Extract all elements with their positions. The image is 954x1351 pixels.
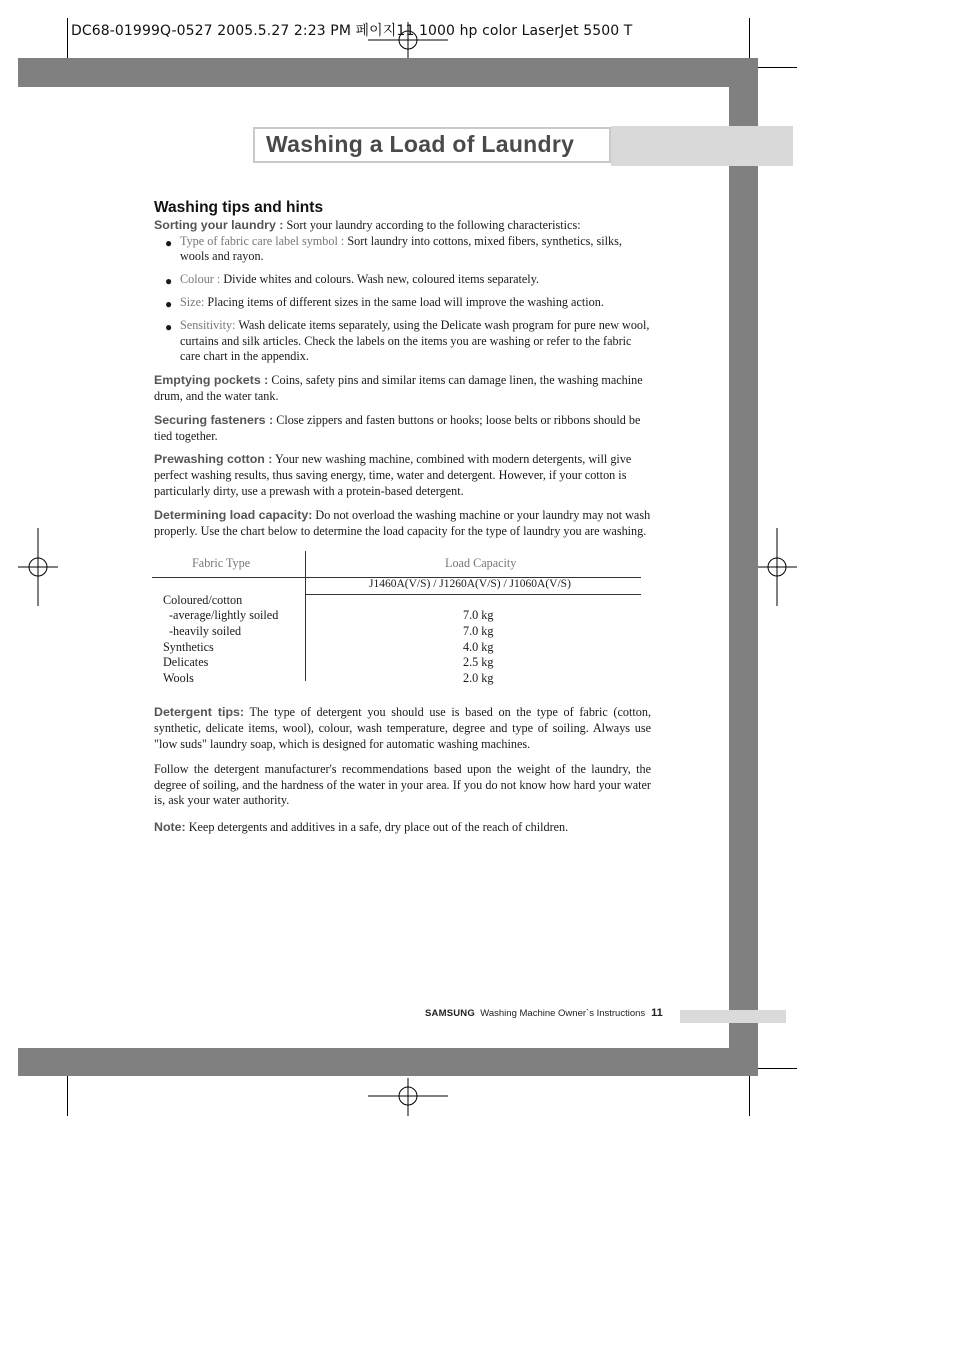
crop-mark — [67, 1076, 68, 1116]
emptying-paragraph — [154, 373, 651, 405]
table-row-fabric: -average/lightly soiled — [169, 608, 279, 623]
bullet-icon: ● — [165, 235, 173, 250]
table-rule — [305, 594, 641, 595]
table-row-fabric: Wools — [163, 671, 194, 686]
detergent-text: The type of detergent you should use is based on the type of fabric (cotton, synthetic, delicate items, wool), colour, wash temperature, degree and type of soiling. Always use "low suds" laundry soap, which is designed for automatic washing machines. — [154, 705, 651, 751]
table-row-fabric: -heavily soiled — [169, 624, 242, 639]
page-number: 11 — [651, 1007, 663, 1019]
note-text: Keep detergents and additives in a safe, dry place out of the reach of children. — [185, 820, 569, 835]
bullet-icon: ● — [165, 274, 173, 289]
footer-brand: SAMSUNG — [425, 1008, 475, 1019]
table-header-load: Load Capacity — [445, 556, 517, 571]
footer-bar — [680, 1010, 786, 1023]
table-row-load: 7.0 kg — [463, 608, 494, 623]
securing-label: Securing fasteners : — [154, 412, 274, 427]
title-tail-bar — [611, 126, 793, 166]
table-header-fabric: Fabric Type — [192, 556, 251, 571]
sorting-list — [154, 234, 651, 366]
prewashing-paragraph — [154, 452, 651, 499]
crop-mark — [757, 67, 797, 68]
top-band — [18, 58, 758, 87]
note-paragraph — [154, 820, 651, 836]
table-divider-vertical — [305, 551, 306, 681]
page-footer — [425, 1007, 663, 1019]
table-row-fabric: Synthetics — [163, 640, 214, 655]
table-row-load: 4.0 kg — [463, 640, 494, 655]
bullet-icon: ● — [165, 296, 173, 311]
capacity-text: Do not overload the washing machine or your laundry may not wash properly. Use the chart below to determine the load capacity for the type of laundry you are washing. — [154, 507, 651, 538]
sorting-paragraph — [154, 218, 651, 234]
bullet-term: Sensitivity: — [180, 317, 236, 332]
crop-mark — [757, 1068, 797, 1069]
section-title: Washing tips and hints — [154, 199, 324, 216]
main-content — [154, 200, 651, 836]
bottom-band — [18, 1048, 758, 1076]
print-header: DC68-01999Q-0527 2005.5.27 2:23 PM 페이지11 1000 hp color LaserJet 5500 T — [71, 23, 633, 39]
page-title: Washing a Load of Laundry — [266, 131, 575, 157]
prewashing-label: Prewashing cotton : — [154, 452, 273, 467]
detergent-label: Detergent tips: — [154, 705, 245, 720]
table-row-load: 2.0 kg — [463, 671, 494, 686]
table-rule — [152, 577, 305, 578]
securing-paragraph — [154, 413, 651, 445]
detergent-paragraph — [154, 705, 651, 752]
table-row-load: 2.5 kg — [463, 655, 494, 670]
bullet-term: Size: — [180, 294, 205, 309]
registration-mark-bottom — [368, 1078, 448, 1116]
prewashing-text: Your new washing machine, combined with modern detergents, will give perfect washing results, thus saving energy, time, water and detergent. However, if your cotton is particularly dirty, use a prewash with a protein-based detergent. — [154, 452, 632, 498]
list-item — [154, 318, 651, 365]
capacity-label: Determining load capacity: — [154, 507, 313, 522]
bullet-term: Colour : — [180, 272, 221, 287]
capacity-paragraph — [154, 508, 651, 540]
note-label: Note: — [154, 820, 186, 835]
right-band — [729, 58, 758, 1076]
securing-text: Close zippers and fasten buttons or hooks; loose belts or ribbons should be tied together. — [154, 412, 641, 443]
list-item — [154, 234, 651, 266]
load-capacity-table — [152, 551, 649, 697]
bullet-text: Sort laundry into cottons, mixed fibers, synthetics, silks, wools and rayon. — [180, 233, 622, 264]
bullet-icon: ● — [165, 319, 173, 334]
list-item — [154, 295, 651, 311]
sorting-text: Sort your laundry according to the following characteristics: — [283, 217, 581, 232]
table-models: J1460A(V/S) / J1260A(V/S) / J1060A(V/S) — [369, 578, 571, 591]
emptying-label: Emptying pockets : — [154, 373, 269, 388]
footer-text: Washing Machine Owner`s Instructions — [480, 1008, 646, 1019]
registration-mark-right — [757, 528, 797, 606]
bullet-text: Divide whites and colours. Wash new, coloured items separately. — [220, 272, 540, 287]
table-row-fabric: Delicates — [163, 655, 209, 670]
bullet-term: Type of fabric care label symbol : — [180, 233, 345, 248]
crop-mark — [749, 1076, 750, 1116]
emptying-text: Coins, safety pins and similar items can damage linen, the washing machine drum, and the water tank. — [154, 373, 643, 403]
table-row-load: 7.0 kg — [463, 624, 494, 639]
crop-mark — [67, 18, 68, 58]
bullet-text: Wash delicate items separately, using the Delicate wash program for pure new wool, curtains and silk articles. Check the labels on the items you are washing or refer to the fabric care chart in the appendix. — [180, 317, 650, 364]
crop-mark — [749, 18, 750, 58]
list-item — [154, 272, 651, 288]
bullet-text: Placing items of different sizes in the same load will improve the washing action. — [204, 294, 604, 309]
sorting-label: Sorting your laundry : — [154, 217, 284, 232]
table-row-fabric: Coloured/cotton — [163, 593, 243, 608]
registration-mark-left — [18, 528, 58, 606]
follow-paragraph: Follow the detergent manufacturer's recommendations based upon the weight of the laundry, the degree of soiling, and the hardness of the water in your area. If you do not know how hard your water is, ask your water authority. — [154, 761, 651, 808]
